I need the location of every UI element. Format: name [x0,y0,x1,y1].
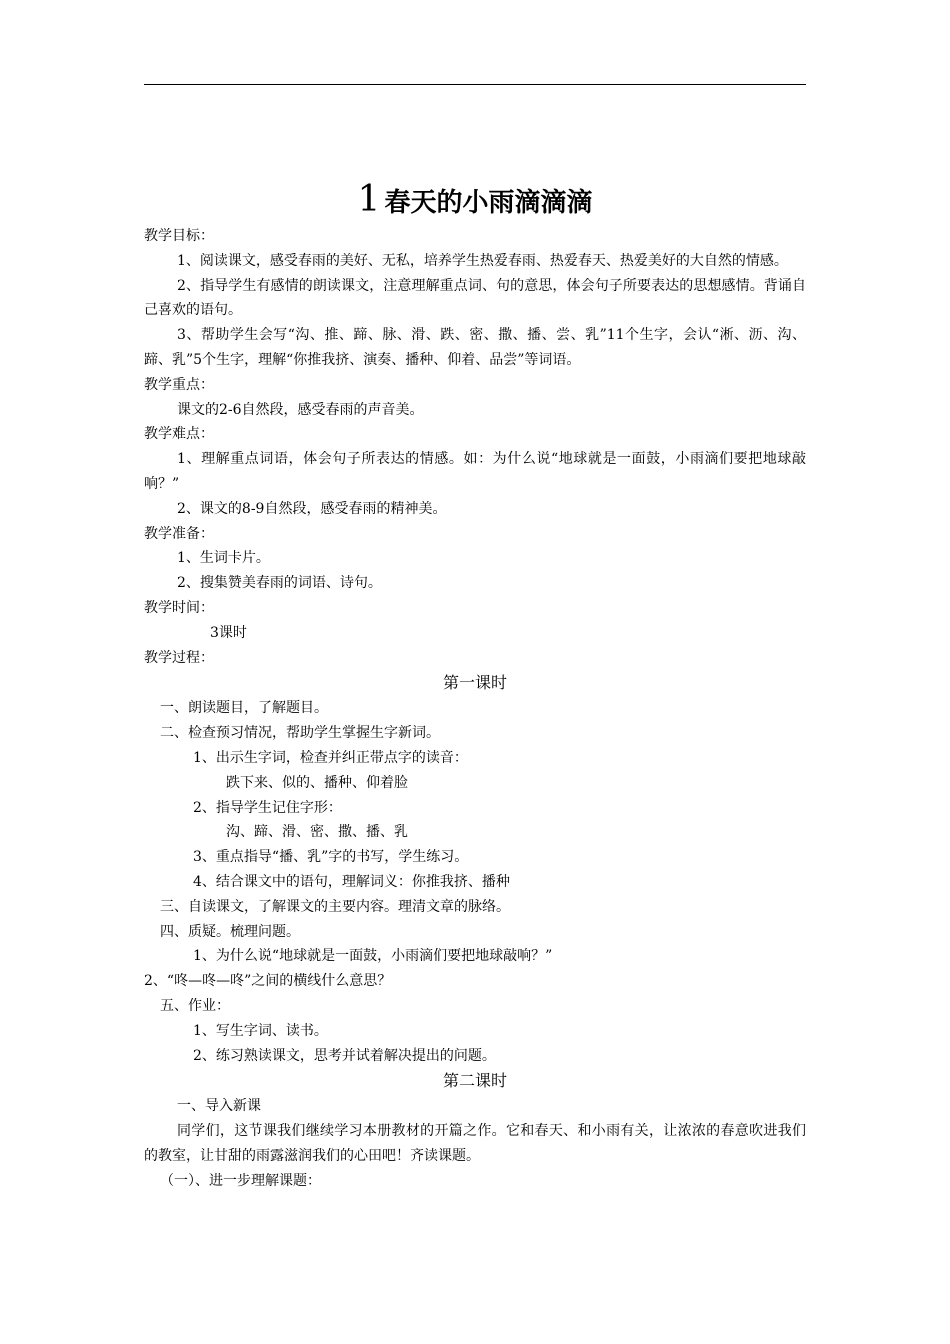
title-text: 春天的小雨滴滴滴 [384,188,593,218]
lesson-1-step-2-item-1: 1、出示生字词，检查并纠正带点字的读音： [193,749,468,766]
lesson-2-subsection-1: （一）、进一步理解课题： [160,1172,321,1189]
lesson-1-step-4-item-1: 1、为什么说“地球就是一面鼓，小雨滴们要把地球敲响？” [193,948,553,965]
difficulty-item-2: 2、课文的8-9自然段，感受春雨的精神美。 [177,500,447,517]
lesson-2-intro: 同学们，这节课我们继续学习本册教材的开篇之作。它和春天、和小雨有关，让浓浓的春意吹进我们的教室，让甘甜的雨露滋润我们的心田吧！齐读课题。 [144,1123,806,1164]
header-rule [144,84,806,85]
lesson-1-step-4: 四、质疑。梳理问题。 [160,923,300,940]
lesson-1-step-2-words-1: 跌下来、似的、播种、仰着脸 [226,774,408,791]
lesson-1-step-2: 二、检查预习情况，帮助学生掌握生字新词。 [160,725,440,742]
preparation-heading: 教学准备： [144,525,214,542]
lesson-1-step-2-item-3: 3、重点指导“播、乳”字的书写，学生练习。 [193,849,469,866]
key-points-heading: 教学重点： [144,376,214,393]
page-title [0,180,950,223]
preparation-item-1: 1、生词卡片。 [177,550,270,567]
lesson-2-step-1: 一、导入新课 [177,1098,261,1115]
difficulty-heading: 教学难点： [144,426,214,443]
lesson-1-step-2-item-4: 4、结合课文中的语句，理解词义：你推我挤、播种 [193,873,510,890]
difficulty-item-1: 1、理解重点词语，体会句子所表达的情感。如：为什么说“地球就是一面鼓，小雨滴们要把地球敲响？” [144,451,806,492]
document-body [144,224,806,1193]
process-heading: 教学过程： [144,649,214,666]
lesson-1-step-3: 三、自读课文，了解课文的主要内容。理清文章的脉络。 [160,898,510,915]
lesson-1-step-1: 一、朗读题目，了解题目。 [160,700,328,717]
goals-heading: 教学目标： [144,228,214,244]
time-heading: 教学时间： [144,599,214,616]
lesson-1-heading: 第一课时 [442,673,507,693]
lesson-2-heading: 第二课时 [442,1071,507,1091]
lesson-1-step-2-words-2: 沟、蹄、滑、密、撒、播、乳 [226,824,408,841]
lesson-1-step-4-item-2: 2、“咚—咚—咚”之间的横线什么意思？ [144,973,392,990]
title-number: 1 [357,179,381,220]
goal-item-2: 2、指导学生有感情的朗读课文，注意理解重点词、句的意思，体会句子所要表达的思想感情。背诵自己喜欢的语句。 [144,277,806,319]
key-point-1: 课文的2-6自然段，感受春雨的声音美。 [177,401,424,418]
lesson-1-step-5-item-1: 1、写生字词、读书。 [193,1022,328,1039]
lesson-1-step-5-item-2: 2、练习熟读课文，思考并试着解决提出的问题。 [193,1047,496,1064]
lesson-1-step-2-item-2: 2、指导学生记住字形： [193,799,342,816]
time-value: 3课时 [210,624,247,641]
goal-item-1: 1、阅读课文，感受春雨的美好、无私，培养学生热爱春雨、热爱春天、热爱美好的大自然的情感。 [177,252,788,269]
preparation-item-2: 2、搜集赞美春雨的词语、诗句。 [177,575,382,592]
goal-item-3: 3、帮助学生会写“沟、推、蹄、脉、滑、跌、密、撒、播、尝、乳”11个生字，会认“淅、沥、沟、蹄、乳”5个生字，理解“你推我挤、演奏、播种、仰着、品尝”等词语。 [144,327,806,368]
lesson-1-step-5: 五、作业： [160,997,230,1014]
